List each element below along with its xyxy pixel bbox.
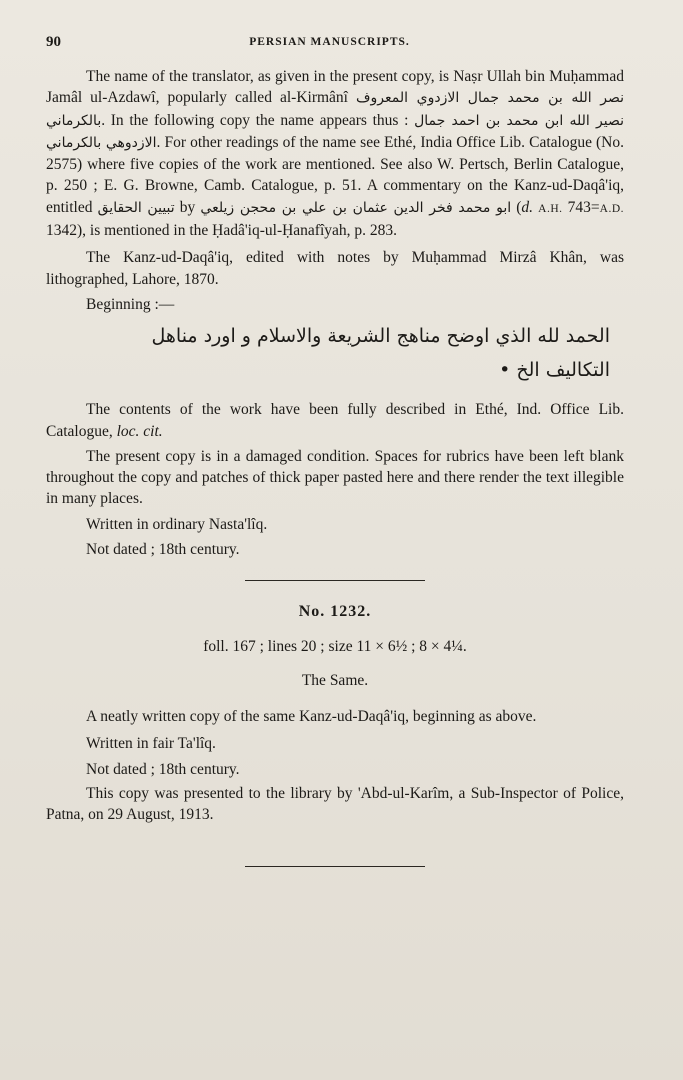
translator-text-b: . In the following copy the name appears thus : <box>101 111 409 129</box>
section-divider <box>245 580 425 581</box>
arabic-name-1: نصر الله بن محمد جمال الازدوي المعروف بالكرماني <box>46 90 625 129</box>
arabic-incipit-line-2: التكاليف الخ • <box>499 359 610 382</box>
running-title: PERSIAN MANUSCRIPTS. <box>249 36 410 48</box>
entry-meta: foll. 167 ; lines 20 ; size 11 × 6½ ; 8 × 4¼. <box>203 637 467 655</box>
arabic-commentator-name: ابو محمد فخر الدين عثمان بن علي بن محجن زيلعي <box>200 199 512 216</box>
ah-abbrev: A.H. <box>538 202 563 215</box>
arabic-commentary-title: تبيين الحقايق <box>97 199 175 216</box>
presentation-note: This copy was presented to the library by 'Abd-ul-Karîm, a Sub-Inspector of Police, Patna, on 29 August, 1913. <box>46 785 624 824</box>
copy-description: A neatly written copy of the same Kanz-ud-Daqâ'iq, beginning as above. <box>86 708 537 726</box>
ad-abbrev: A.D. <box>599 202 625 215</box>
lithograph-paragraph: The Kanz-ud-Daqâ'iq, edited with notes by Muḥammad Mirzâ Khân, was lithographed, Lahore, 1870. <box>46 249 624 288</box>
page-content <box>46 66 624 867</box>
translator-text-e: 1342), is mentioned in the Ḥadâ'iq-ul-Ḥanafîyah, p. 283. <box>46 222 398 240</box>
entry-number: No. 1232. <box>298 603 372 621</box>
end-divider <box>245 866 425 867</box>
loc-cit: loc. cit. <box>116 422 163 440</box>
contents-text: The contents of the work have been fully described in Ethé, Ind. Office Lib. Catalogue, <box>46 401 624 440</box>
script-note: Written in ordinary Nasta'lîq. <box>86 515 268 533</box>
arabic-name-2: نصير الله ابن محمد بن احمد جمال الازدوهي بالكرماني <box>46 112 625 151</box>
date-note: Not dated ; 18th century. <box>86 541 240 559</box>
page-number: 90 <box>46 34 61 50</box>
death-year: 743= <box>567 198 600 216</box>
death-abbrev: d. <box>521 198 534 216</box>
condition-paragraph: The present copy is in a damaged condition. Spaces for rubrics have been left blank throughout the copy and patches of thick paper pasted here and there render the text illegible in many places. <box>46 447 624 508</box>
entry-title: The Same. <box>301 671 369 689</box>
by-word: by <box>179 198 196 216</box>
date-note-2: Not dated ; 18th century. <box>86 760 240 778</box>
arabic-incipit-line-1: الحمد لله الذي اوضح مناهج الشريعة والاسلام و اورد مناهل <box>151 325 610 348</box>
script-note-2: Written in fair Ta'lîq. <box>86 734 216 752</box>
contents-paragraph <box>46 399 624 442</box>
death-open: ( <box>516 198 522 216</box>
translator-text-a: The name of the translator, as given in the present copy, is Naṣr Ullah bin Muḥammad Jamâl ul-Azdawî, popularly called al-Kirmânî <box>46 68 624 107</box>
arabic-incipit <box>46 319 624 387</box>
beginning-label: Beginning :— <box>86 295 175 313</box>
page-header <box>46 34 643 54</box>
translator-paragraph <box>46 66 624 241</box>
translator-text-c: . For other readings of the name see Ethé, India Office Lib. Catalogue (No. 2575) where five copies of the work are mentioned. See also W. Pertsch, Berlin Catalogue, p. 250 ; E. G. Browne, Camb. Catalogue, p. 51. A commentary on the Kanz-ud-Daqâ'iq, entitled <box>46 133 624 216</box>
